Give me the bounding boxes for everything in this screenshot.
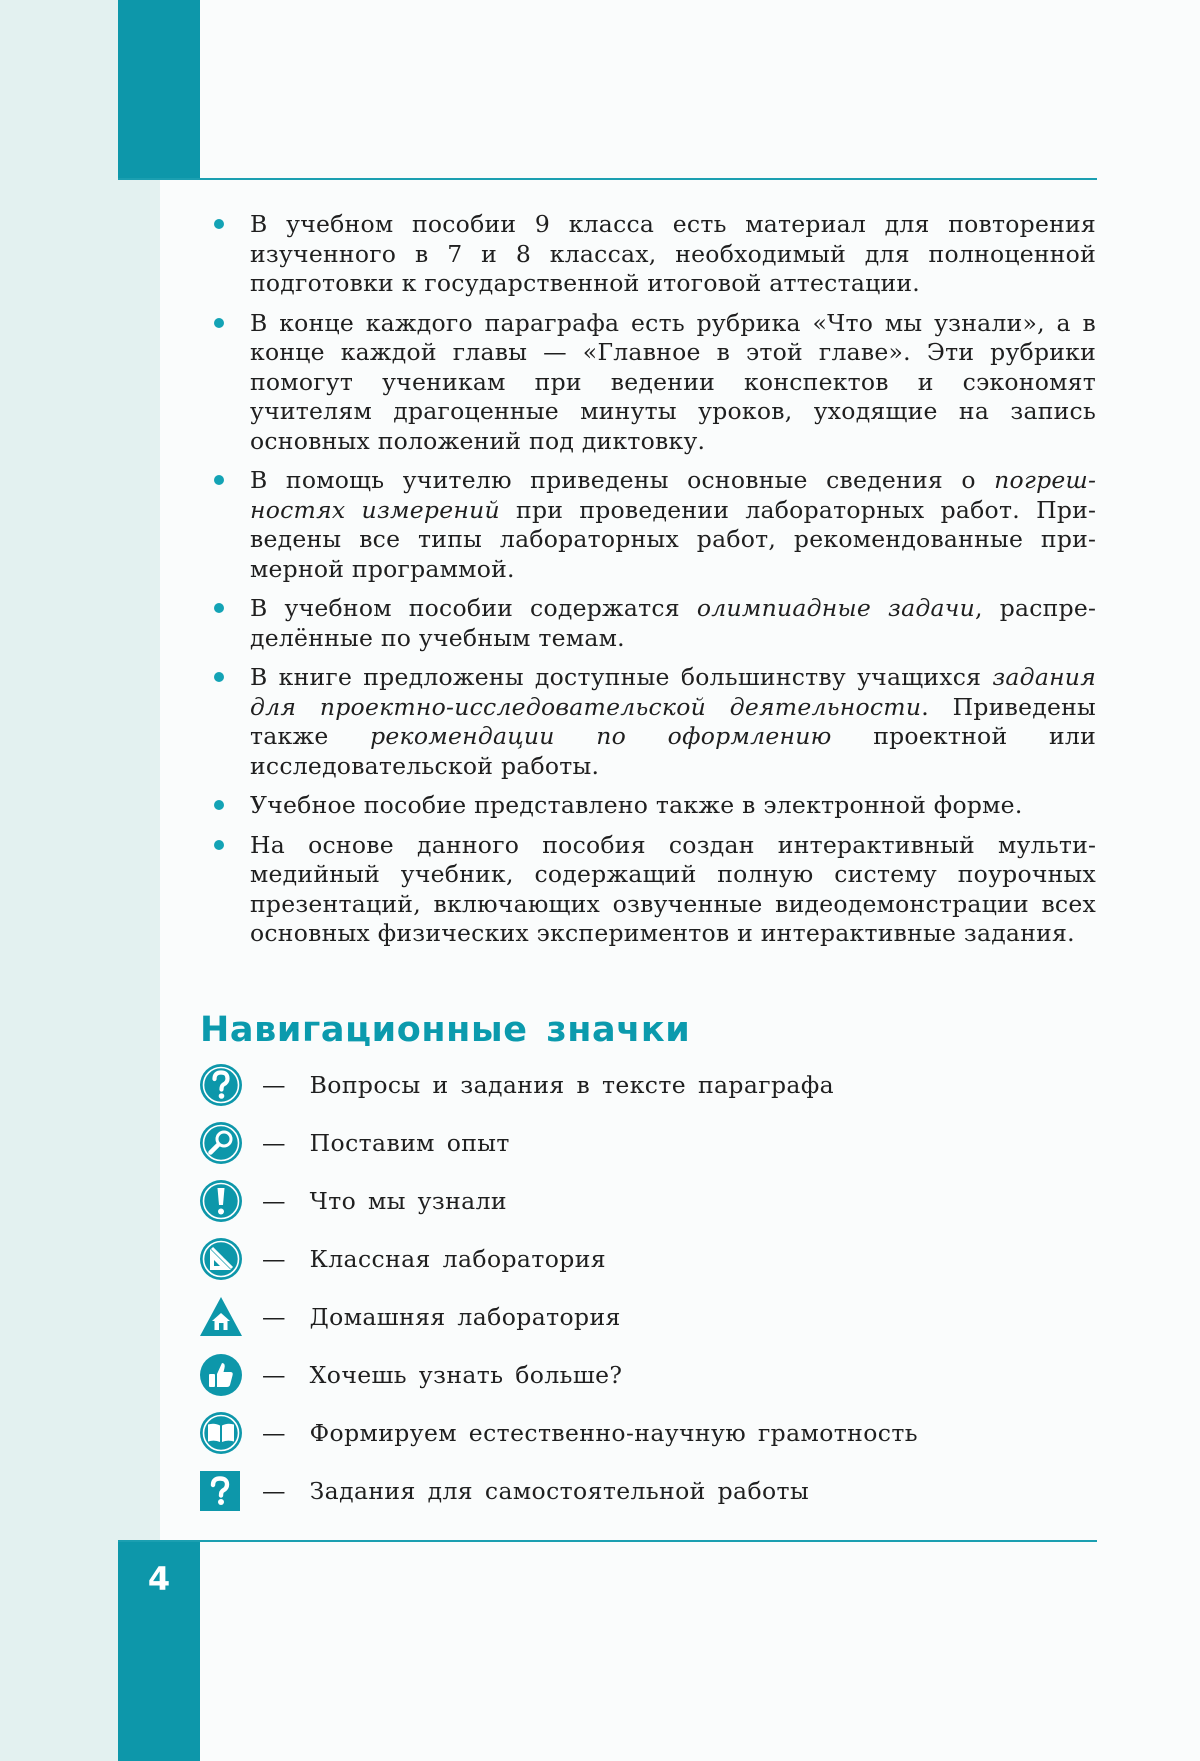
nav-row-learn-more xyxy=(198,1352,1078,1398)
thumbs-up-circle-icon xyxy=(198,1352,244,1398)
nav-label-literacy: — Формируем естественно-научную грамотность xyxy=(262,1419,918,1447)
bullet-text: , распределённые по учебным темам. xyxy=(250,594,1096,652)
bullet-emphasis: задания для проектно-исследовательской деятельности xyxy=(250,663,1096,721)
nav-row-experiment xyxy=(198,1120,1078,1166)
nav-label-class-lab: — Классная лаборатория xyxy=(262,1245,607,1273)
left-margin-band xyxy=(0,0,160,1761)
question-circle-icon xyxy=(198,1062,244,1108)
bullet-emphasis: олимпиадные задачи xyxy=(696,594,975,622)
bullet-item xyxy=(206,831,1096,949)
nav-row-self-work xyxy=(198,1468,1078,1514)
nav-icons-heading: Навигационные значки xyxy=(200,1010,691,1050)
page-number: 4 xyxy=(147,1560,171,1598)
open-book-circle-icon xyxy=(198,1410,244,1456)
bullet-item xyxy=(206,791,1096,821)
bullet-item xyxy=(206,466,1096,584)
feature-bullet-list xyxy=(206,210,1096,959)
exclamation-circle-icon xyxy=(198,1178,244,1224)
bullet-item xyxy=(206,594,1096,653)
nav-label-experiment: — Поставим опыт xyxy=(262,1129,510,1157)
lab-tools-circle-icon xyxy=(198,1236,244,1282)
bottom-divider xyxy=(118,1540,1097,1542)
question-square-icon xyxy=(198,1468,244,1514)
nav-row-literacy xyxy=(198,1410,1078,1456)
bullet-text: На основе данного пособия создан интерактивный мультимедийный учебник, содержащий полную систему поурочных презентаций, включающих озвученные видеодемонстрации всех основных физических экспериментов и интерактивные задания. xyxy=(250,830,1096,947)
bullet-text: при проведении лабораторных работ. Приведены все типы лабораторных работ, рекомендованные примерной программой. xyxy=(250,495,1096,583)
bullet-text: В учебном пособии 9 класса есть материал для повторения изученного в 7 и 8 классах, необходимый для полноценной подготовки к государственной итоговой аттестации. xyxy=(250,210,1096,297)
bullet-text: В помощь учителю приведены основные сведения о xyxy=(250,466,995,494)
bullet-emphasis: рекомендации по оформлению xyxy=(370,722,832,750)
bullet-item xyxy=(206,663,1096,781)
nav-row-learned xyxy=(198,1178,1078,1224)
bullet-text: В учебном пособии содержатся xyxy=(250,594,697,622)
nav-label-learned: — Что мы узнали xyxy=(262,1187,507,1215)
top-accent-bar xyxy=(118,0,200,180)
nav-label-learn-more: — Хочешь узнать больше? xyxy=(262,1361,623,1389)
bullet-text: проектной или исследовательской работы. xyxy=(250,722,1096,780)
bullet-item xyxy=(206,309,1096,457)
nav-row-questions xyxy=(198,1062,1078,1108)
bullet-text: В конце каждого параграфа есть рубрика «Что мы узнали», а в конце каждой главы — «Главное в этой главе». Эти рубрики помогут ученикам при ведении конспектов и сэкономят учителям драгоценные минуты уроков, уходящие на запись основных положений под диктовку. xyxy=(250,308,1096,455)
nav-icons-legend xyxy=(198,1062,1078,1526)
nav-row-class-lab xyxy=(198,1236,1078,1282)
bullet-text: . Приведены также xyxy=(250,692,1096,750)
top-divider xyxy=(118,178,1097,180)
bullet-text: Учебное пособие представлено также в электронной форме. xyxy=(250,791,1023,819)
bullet-emphasis: погрешностях измерений xyxy=(250,466,1096,524)
house-triangle-icon xyxy=(198,1294,244,1340)
magnifier-circle-icon xyxy=(198,1120,244,1166)
nav-label-home-lab: — Домашняя лаборатория xyxy=(262,1303,621,1331)
nav-row-home-lab xyxy=(198,1294,1078,1340)
bullet-text: В книге предложены доступные большинству учащихся xyxy=(250,663,993,691)
nav-label-questions: — Вопросы и задания в тексте параграфа xyxy=(262,1071,835,1099)
bullet-item xyxy=(206,210,1096,299)
nav-label-self-work: — Задания для самостоятельной работы xyxy=(262,1477,810,1505)
